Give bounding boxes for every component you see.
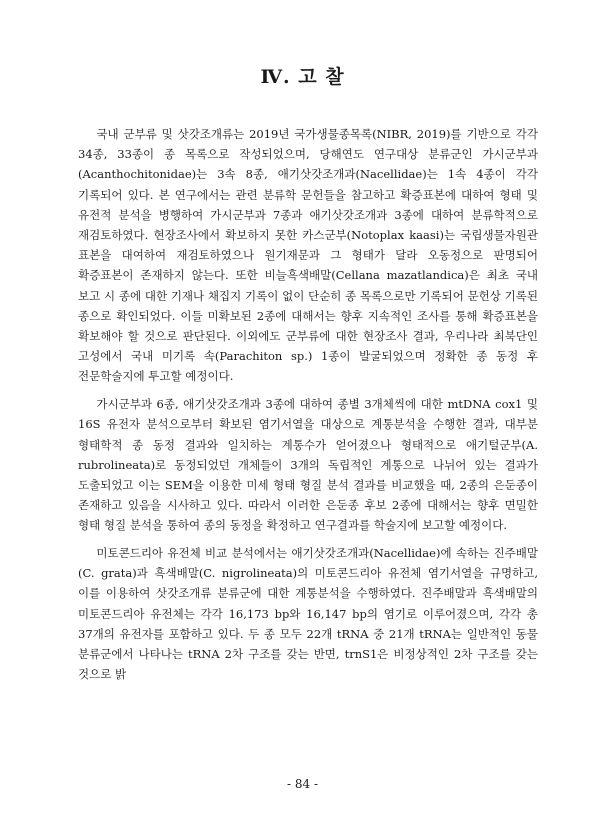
- paragraph-2: 가시군부과 6종, 애기삿갓조개과 3종에 대하여 종별 3개체씩에 대한 mtDNA cox1 및 16S 유전자 분석으로부터 확보된 염기서열을 대상으로 계통분석을 수행한 결과, 대부분 형태학적 종 동정 결과와 일치하는 계통수가 얻어졌으나 형태적으로 애기털군부(A. rubrolineata)로 동정되었던 개체들이 3개의 독립적인 계통으로 나뉘어 있는 결과가 도출되었고 이는 SEM을 이용한 미세 형태 형질 분석 결과를 비교했을 때, 2종의 은둔종이 존재하고 있음을 시사하고 있다. 따라서 이러한 은둔종 후보 2종에 대해서는 향후 면밀한 형태 형질 분석을 통하여 종의 동정을 확정하고 연구결과를 학술지에 보고할 예정이다.: [78, 397, 538, 533]
- body-text: [78, 124, 538, 692]
- section-title: Ⅳ. 고 찰: [260, 66, 345, 88]
- paragraph-3: 미토콘드리아 유전체 비교 분석에서는 애기삿갓조개과(Nacellidae)에 속하는 진주배말(C. grata)과 흑색배말(C. nigrolineata)의 미토콘드리아 유전체 염기서열을 규명하고, 이를 이용하여 삿갓조개류 분류군에 대한 계통분석을 수행하였다. 진주배말과 흑색배말의 미토콘드리아 유전체는 각각 16,173 bp와 16,147 bp의 염기로 이루어졌으며, 각각 총 37개의 유전자를 포함하고 있다. 두 종 모두 22개 tRNA 중 21개 tRNA는 일반적인 동물 분류군에서 나타나는 tRNA 2차 구조를 갖는 반면, trnS1은 비정상적인 2차 구조를 갖는 것으로 밝: [78, 546, 538, 682]
- paragraph-1: 국내 군부류 및 삿갓조개류는 2019년 국가생물종목록(NIBR, 2019)를 기반으로 각각 34종, 33종이 종 목록으로 작성되었으며, 당해연도 연구대상 분류군인 가시군부과(Acanthochitonidae)는 3속 8종, 애기삿갓조개과(Nacellidae)는 1속 4종이 각각 기록되어 있다. 본 연구에서는 관련 분류학 문헌들을 참고하고 확증표본에 대하여 형태 및 유전적 분석을 병행하여 가시군부과 7종과 애기삿갓조개과 3종에 대하여 분류학적으로 재검토하였다. 현장조사에서 확보하지 못한 카스군부(Notoplax kaasi)는 국립생물자원관 표본을 대여하여 재검토하였으나 원기재문과 그 형태가 달라 오동정으로 판명되어 확증표본이 존재하지 않는다. 또한 비늘흑색배말(Cellana mazatlandica)은 최초 국내 보고 시 종에 대한 기재나 채집지 기록이 없이 단순히 종 목록으로만 기록되어 문헌상 기록된 종으로 확인되었다. 이들 미확보된 2종에 대해서는 향후 지속적인 조사를 통해 확증표본을 확보해야 할 것으로 판단된다. 이외에도 군부류에 대한 현장조사 결과, 우리나라 최북단인 고성에서 국내 미기록 속(Parachiton sp.) 1종이 발굴되었으며 정확한 종 동정 후 전문학술지에 투고할 예정이다.: [78, 127, 538, 384]
- page-number: - 84 -: [286, 777, 318, 791]
